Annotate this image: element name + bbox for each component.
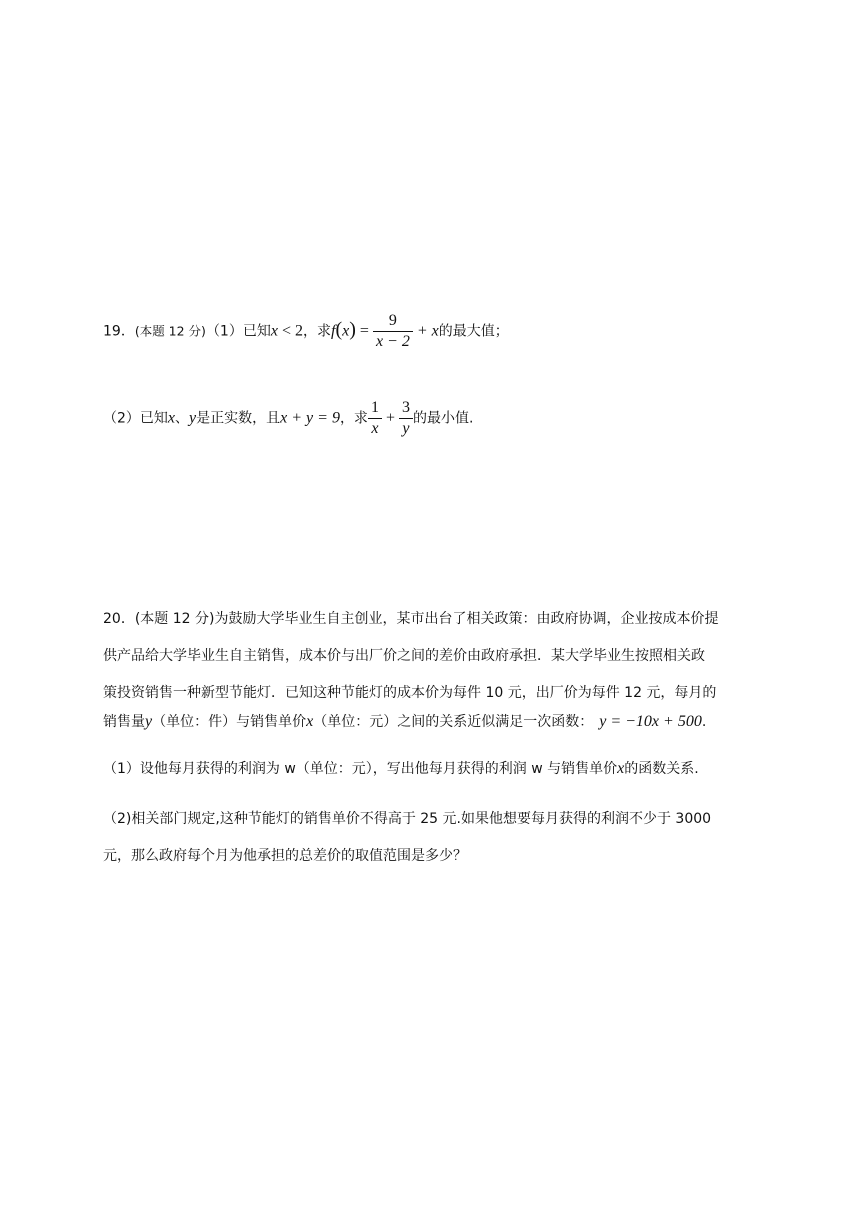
q20-line-2: 供产品给大学毕业生自主销售，成本价与出厂价之间的差价由政府承担．某大学毕业生按照相关政 xyxy=(103,648,705,664)
q19-paren-open: ( xyxy=(335,318,343,341)
q19-var-y: y xyxy=(189,409,197,427)
q20-line4-end: . xyxy=(701,714,707,730)
q19-fraction-2-numerator: 3 xyxy=(399,398,413,419)
q19-part2-mid2: ，求 xyxy=(339,410,368,427)
q20-var-y: y xyxy=(145,713,153,730)
q19-fraction-1 xyxy=(368,398,382,439)
q19-part2-prefix: （2）已知 xyxy=(103,410,168,427)
q20-part2-line-2: 元，那么政府每个月为他承担的总差价的取值范围是多少？ xyxy=(103,848,467,864)
q19-fraction-1-numerator: 1 xyxy=(368,398,382,419)
q19-plus: + xyxy=(381,409,399,427)
q19-plus-x: + x xyxy=(412,322,439,340)
q19-part2-mid1: 是正实数，且 xyxy=(196,410,281,427)
q19-sum-expression: x + y = 9 xyxy=(280,409,340,427)
q19-equals: = xyxy=(355,322,373,340)
q19-fraction-denominator: x − 2 xyxy=(375,333,410,350)
q19-var-x: x xyxy=(167,409,176,427)
q20-part1-b: 的函数关系. xyxy=(624,761,699,777)
q20-part1-line xyxy=(103,758,699,780)
q20-linear-function: y = −10x + 500 xyxy=(599,713,702,730)
q19-part2-suffix: 的最小值. xyxy=(412,410,474,427)
q20-line4-b: （单位：件）与销售单价 xyxy=(152,714,307,730)
q20-part2-line-1: （2)相关部门规定,这种节能灯的销售单价不得高于 25 元.如果他想要每月获得的利润不少于 3000 xyxy=(103,811,712,827)
q19-part2-line xyxy=(103,398,473,439)
q19-fraction-1-denominator: x xyxy=(371,420,379,437)
q19-part1-line xyxy=(103,311,509,352)
q19-cond-lhs: x xyxy=(270,322,278,340)
q20-line4-a: 销售量 xyxy=(103,714,145,730)
q19-number: 19． xyxy=(103,323,135,340)
q20-var-x: x xyxy=(306,713,314,730)
q19-func-name: f xyxy=(331,322,336,340)
q19-part1-prefix: （1）已知 xyxy=(205,323,271,340)
q19-paren-close: ) xyxy=(349,318,356,341)
q19-fraction-2-denominator: y xyxy=(402,420,410,437)
q19-fraction xyxy=(373,311,413,352)
q20-part1-a: （1）设他每月获得的利润为 w（单位：元），写出他每月获得的利润 w 与销售单价 xyxy=(103,761,618,777)
q20-line-3: 策投资销售一种新型节能灯．已知这种节能灯的成本价为每件 10 元，出厂价为每件 12 元，每月的 xyxy=(103,685,717,701)
q19-fraction-numerator: 9 xyxy=(373,311,413,332)
q19-part1-mid: ，求 xyxy=(303,323,331,340)
q19-func-var: x xyxy=(342,322,350,340)
q19-fraction-2 xyxy=(399,398,413,439)
q19-cond-op: < 2 xyxy=(277,322,303,340)
q20-part1-var-x: x xyxy=(617,760,625,777)
q20-line4-c: （单位：元）之间的关系近似满足一次函数： xyxy=(313,714,594,730)
q19-separator: 、 xyxy=(175,410,190,427)
q19-part1-suffix: 的最大值； xyxy=(438,323,509,340)
q20-line-4 xyxy=(103,711,706,733)
q19-score: (本题 12 分) xyxy=(134,323,206,339)
q20-line-1: 20．(本题 12 分)为鼓励大学毕业生自主创业，某市出台了相关政策：由政府协调，企业按成本价提 xyxy=(103,611,719,627)
